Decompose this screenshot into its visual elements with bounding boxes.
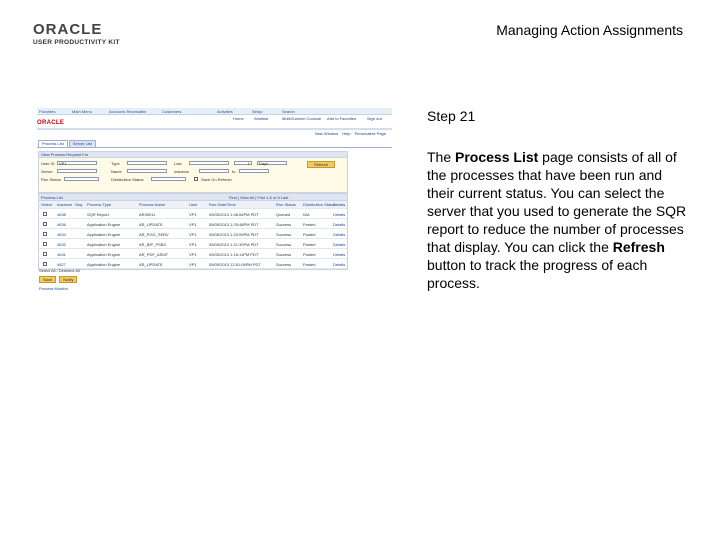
cell-instance[interactable]: 4632 (57, 242, 66, 247)
cell-process-name: AR_UPDATE (139, 262, 163, 267)
cell-details-link[interactable]: Details (333, 222, 346, 227)
cell-details-link[interactable]: Details (333, 262, 346, 267)
cell-instance[interactable]: 4631 (57, 252, 66, 257)
menu-setup[interactable]: Setup (252, 109, 263, 114)
step-description (427, 148, 687, 292)
table-row (39, 209, 347, 219)
col-select: Select (41, 202, 53, 207)
utility-links (312, 131, 386, 136)
tab-process-list[interactable]: Process List (38, 140, 68, 147)
cell-run-status: Success (276, 242, 292, 247)
instance-label: Instance (174, 169, 190, 174)
step-number: Step 21 (427, 108, 476, 124)
server-label: Server (41, 169, 53, 174)
cell-dist-status: Posted (303, 232, 316, 237)
cell-run-status: Queued (276, 212, 291, 217)
logo-subtitle: USER PRODUCTIVITY KIT (33, 39, 120, 46)
logo-word: ORACLE (33, 21, 103, 38)
cell-user: VP1 (189, 262, 197, 267)
grid-title: Process List (41, 195, 63, 200)
row-select-checkbox[interactable] (43, 252, 47, 256)
table-row (39, 249, 347, 259)
new-window-link[interactable]: New Window (314, 131, 339, 136)
grid-nav[interactable]: Find | View All | First 1-6 of 6 Last (229, 195, 289, 200)
days-select[interactable] (257, 161, 287, 165)
row-select-checkbox[interactable] (43, 262, 47, 266)
cell-run-status: Success (276, 222, 292, 227)
days-value: Days (259, 161, 269, 166)
cell-instance[interactable]: 4638 (57, 212, 66, 217)
cell-instance[interactable]: 4634 (57, 232, 66, 237)
table-row (39, 259, 347, 269)
dist-status-select[interactable] (151, 177, 186, 181)
user-id-input[interactable] (57, 161, 97, 165)
menu-customers[interactable]: Customers (162, 109, 182, 114)
select-all-link[interactable]: Select All / Deselect All (39, 268, 80, 273)
row-select-checkbox[interactable] (43, 232, 47, 236)
last-count-value: 1 (247, 161, 250, 166)
table-row (39, 219, 347, 229)
row-select-checkbox[interactable] (43, 242, 47, 246)
slide-title: Managing Action Assignments (496, 22, 683, 38)
cell-instance[interactable]: 4636 (57, 222, 66, 227)
cell-run-status: Success (276, 232, 292, 237)
cell-dist-status: N/A (303, 212, 310, 217)
run-status-label: Run Status (41, 177, 61, 182)
menu-ar[interactable]: Accounts Receivable (109, 109, 147, 114)
refresh-term: Refresh (612, 239, 665, 255)
last-label: Last (174, 161, 182, 166)
user-id-label: User ID (41, 161, 55, 166)
cell-run-datetime: 05/05/2013 1:46:54PM PDT (209, 212, 259, 217)
cell-user: VP1 (189, 232, 197, 237)
desc-text-1: The (427, 149, 456, 165)
add-favorites-link[interactable]: Add to Favorites (327, 116, 357, 121)
top-menu-bar (37, 108, 392, 115)
cell-process-type: Application Engine (87, 252, 121, 257)
multichannel-link[interactable]: MultiChannel Console (282, 116, 322, 121)
tab-server-list[interactable]: Server List (69, 140, 96, 147)
menu-main[interactable]: Main Menu (72, 109, 92, 114)
grid-column-headers (39, 201, 347, 209)
type-select[interactable] (127, 161, 167, 165)
cell-process-type: Application Engine (87, 232, 121, 237)
user-id-value: VP1 (59, 161, 67, 166)
brand-divider (37, 128, 392, 130)
cell-dist-status: Posted (303, 242, 316, 247)
cell-run-datetime: 05/05/2013 12:51:06PM PDT (209, 262, 261, 267)
notify-button[interactable]: Notify (59, 276, 77, 283)
last-select[interactable] (189, 161, 229, 165)
cell-instance[interactable]: 4627 (57, 262, 66, 267)
col-process-name[interactable]: Process Name (139, 202, 166, 207)
cell-run-status: Success (276, 262, 292, 267)
cell-process-name: AR_PDF_ASMT (139, 252, 169, 257)
row-select-checkbox[interactable] (43, 212, 47, 216)
tabs-divider (37, 147, 392, 148)
cell-run-datetime: 05/05/2013 1:16:11PM PDT (209, 252, 259, 257)
oracle-upk-logo (33, 22, 128, 48)
panel-title: View Process Request For (39, 152, 347, 158)
app-brand: ORACLE (37, 120, 65, 126)
cell-run-datetime: 05/05/2013 1:22:09PM PDT (209, 232, 259, 237)
cell-process-name: AR_PGG_SERV (139, 232, 169, 237)
col-seq[interactable]: Seq. (75, 202, 84, 207)
cell-dist-status: Posted (303, 262, 316, 267)
cell-process-name: AR30011 (139, 212, 156, 217)
desc-text-2: page consists of all of the processes that have been run and their current status. You can select the server that you used to generate the SQR report to reduce the number of processes that display. You can click the (427, 149, 687, 255)
menu-search[interactable]: Search (282, 109, 295, 114)
cell-run-datetime: 05/05/2013 1:25:48PM PDT (209, 222, 259, 227)
server-select[interactable] (57, 169, 97, 173)
process-monitor-link[interactable]: Process Monitor (39, 286, 68, 291)
name-input[interactable] (127, 169, 167, 173)
cell-process-type: SQR Report (87, 212, 109, 217)
refresh-button[interactable]: Refresh (307, 161, 335, 168)
name-label: Name (111, 169, 122, 174)
personalize-link[interactable]: Personalize Page (354, 131, 386, 136)
col-details: Details (333, 202, 346, 207)
page-tabs (38, 140, 97, 147)
help-link[interactable]: Help (342, 131, 351, 136)
cell-details-link[interactable]: Details (333, 232, 346, 237)
cell-process-type: Application Engine (87, 222, 121, 227)
save-button[interactable]: Save (39, 276, 56, 283)
cell-process-name: AR_BIP_PSBX (139, 242, 167, 247)
process-list-grid (38, 193, 348, 270)
col-run-status[interactable]: Run Status (276, 202, 296, 207)
col-process-type[interactable]: Process Type (87, 202, 112, 207)
cell-process-type: Application Engine (87, 262, 121, 267)
cell-user: VP1 (189, 252, 197, 257)
menu-activities[interactable]: Activities (217, 109, 233, 114)
instance-from-input[interactable] (199, 169, 229, 173)
cell-run-datetime: 05/05/2013 1:21:30PM PDT (209, 242, 259, 247)
header-links (37, 116, 392, 122)
cell-user: VP1 (189, 242, 197, 247)
save-on-refresh-label: Save On Refresh (201, 177, 232, 182)
cell-details-link[interactable]: Details (333, 242, 346, 247)
cell-dist-status: Posted (303, 222, 316, 227)
table-row (39, 229, 347, 239)
worklist-link[interactable]: Worklist (254, 116, 269, 121)
col-instance[interactable]: Instance (57, 202, 73, 207)
cell-process-name: AR_UPDATE (139, 222, 163, 227)
process-list-term: Process List (455, 149, 539, 165)
run-status-select[interactable] (64, 177, 99, 181)
cell-user: VP1 (189, 212, 197, 217)
cell-details-link[interactable]: Details (333, 212, 346, 217)
action-buttons (39, 276, 79, 283)
filter-panel (38, 151, 348, 193)
col-dist-status[interactable]: Distribution Status (303, 202, 336, 207)
grid-rows (39, 209, 347, 269)
cell-process-type: Application Engine (87, 242, 121, 247)
grid-header (39, 194, 347, 201)
last-count-input[interactable] (234, 161, 252, 165)
menu-favorites[interactable]: Favorites (39, 109, 56, 114)
sign-out-link[interactable]: Sign out (367, 116, 382, 121)
cell-run-status: Success (276, 252, 292, 257)
desc-text-3: button to track the progress of each process. (427, 257, 648, 291)
cell-user: VP1 (189, 222, 197, 227)
cell-dist-status: Posted (303, 252, 316, 257)
col-user[interactable]: User (189, 202, 198, 207)
instance-to-input[interactable] (239, 169, 269, 173)
home-link[interactable]: Home (233, 116, 244, 121)
process-monitor-screenshot (37, 108, 392, 298)
to-label: to (232, 169, 236, 174)
row-select-checkbox[interactable] (43, 222, 47, 226)
dist-status-label: Distribution Status (111, 177, 144, 182)
type-label: Type (111, 161, 120, 166)
col-run-datetime[interactable]: Run Date/Time (209, 202, 236, 207)
cell-details-link[interactable]: Details (333, 252, 346, 257)
save-on-refresh-checkbox[interactable] (194, 177, 198, 181)
table-row (39, 239, 347, 249)
